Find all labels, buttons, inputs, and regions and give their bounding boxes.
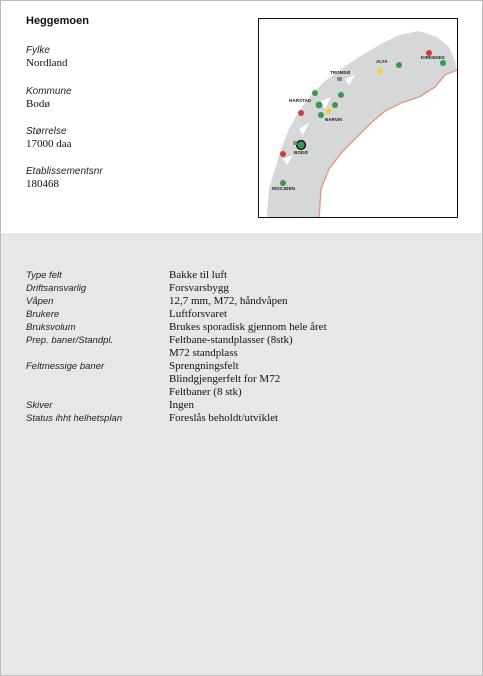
detail-value: Bakke til luft	[169, 269, 228, 281]
field-value-kommune: Bodø	[26, 98, 50, 110]
map-site-yellow	[326, 108, 331, 113]
map-site-yellow	[377, 68, 382, 73]
map-label-mosjoen: MOSJØEN	[272, 186, 295, 191]
detail-label: Skiver	[26, 400, 53, 411]
info-section	[1, 1, 482, 233]
details-table	[26, 269, 466, 425]
detail-value: Blindgjengerfelt for M72	[169, 373, 281, 385]
map-site-green	[312, 90, 318, 96]
detail-row-skiver	[26, 399, 466, 412]
detail-value: Forsvarsbygg	[169, 282, 229, 294]
field-value-fylke: Nordland	[26, 57, 68, 69]
detail-value: Luftforsvaret	[169, 308, 228, 320]
field-label-fylke: Fylke	[26, 45, 50, 56]
detail-value: M72 standplass	[169, 347, 238, 359]
field-label-kommune: Kommune	[26, 86, 72, 97]
map-label-alta: ALTA	[376, 59, 388, 64]
detail-value: 12,7 mm, M72, håndvåpen	[169, 295, 288, 307]
detail-row-vapen	[26, 295, 466, 308]
detail-row-bruksvolum	[26, 321, 466, 334]
detail-row-driftsansvarlig	[26, 282, 466, 295]
detail-label: Feltmessige baner	[26, 361, 105, 372]
detail-label: Type felt	[26, 270, 62, 281]
detail-value: Sprengningsfelt	[169, 360, 239, 372]
detail-label: Brukere	[26, 309, 60, 320]
map-site-green	[316, 102, 323, 109]
detail-row-prep-baner-cont	[26, 347, 466, 360]
map-svg	[259, 19, 458, 218]
detail-row-type-felt	[26, 269, 466, 282]
map-site-green	[338, 92, 344, 98]
map-site-grey	[293, 141, 297, 145]
detail-label: Våpen	[26, 296, 54, 307]
detail-row-brukere	[26, 308, 466, 321]
location-map	[258, 18, 458, 218]
field-value-storrelse: 17000 daa	[26, 138, 72, 150]
map-site-green	[396, 62, 402, 68]
map-site-red	[280, 151, 286, 157]
map-label-kirkenes: KIRKENES	[421, 55, 445, 60]
detail-row-feltmessige-baner-cont	[26, 373, 466, 386]
map-site-grey	[337, 77, 342, 81]
map-label-bodo: BODØ	[294, 150, 308, 155]
detail-value: Feltbane-standplasser (8stk)	[169, 334, 293, 346]
detail-label: Status ihht helhetsplan	[26, 413, 123, 424]
detail-row-feltmessige-baner-cont	[26, 386, 466, 399]
map-label-tromso: TROMSØ	[330, 70, 351, 75]
detail-row-prep-baner	[26, 334, 466, 347]
map-site-red	[298, 110, 304, 116]
detail-value: Feltbaner (8 stk)	[169, 386, 242, 398]
map-site-current	[297, 141, 306, 150]
detail-label: Prep. baner/Standpl.	[26, 335, 114, 346]
map-site-green	[332, 102, 338, 108]
detail-value: Ingen	[169, 399, 195, 411]
detail-value: Brukes sporadisk gjennom hele året	[169, 321, 327, 333]
map-label-harstad: HARSTAD	[289, 98, 312, 103]
map-site-green	[318, 112, 324, 118]
map-site-green	[440, 60, 446, 66]
field-value-etablissementsnr: 180468	[26, 178, 59, 190]
detail-row-status	[26, 412, 466, 425]
field-label-storrelse: Størrelse	[26, 126, 67, 137]
map-label-narvik: NARVIK	[325, 117, 343, 122]
detail-label: Bruksvolum	[26, 322, 76, 333]
detail-row-feltmessige-baner	[26, 360, 466, 373]
detail-label: Driftsansvarlig	[26, 283, 87, 294]
page-title: Heggemoen	[26, 15, 89, 27]
detail-value: Foreslås beholdt/utviklet	[169, 412, 279, 424]
field-label-etablissementsnr: Etablissementsnr	[26, 166, 103, 177]
